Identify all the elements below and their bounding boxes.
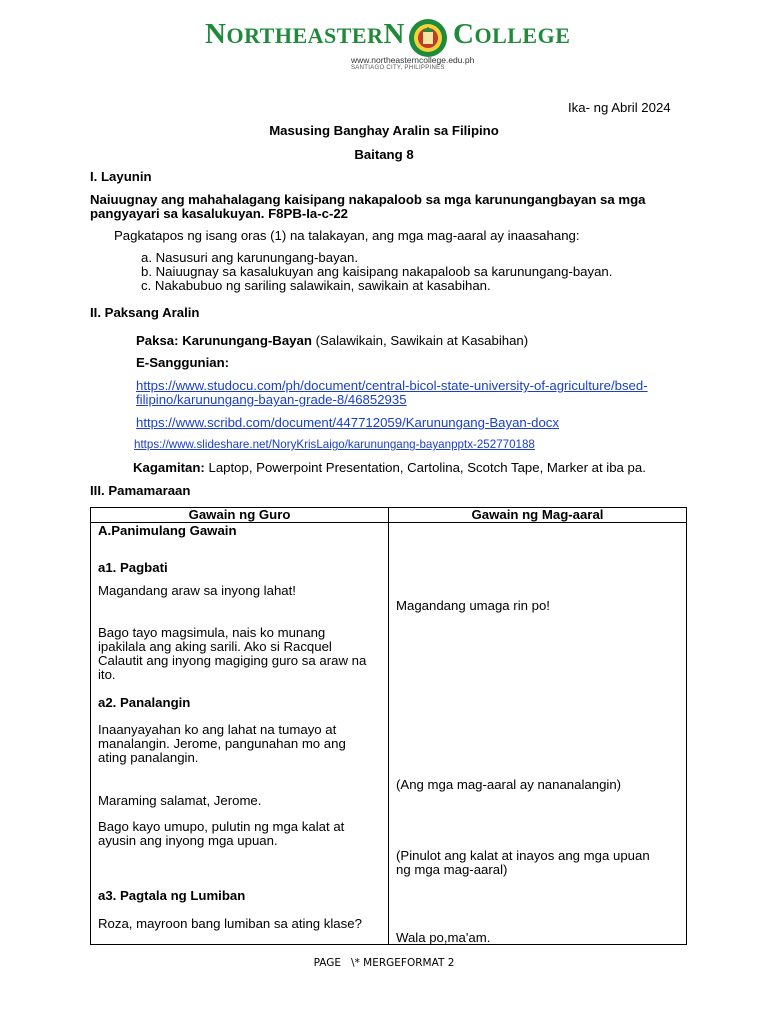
table-row xyxy=(91,523,687,945)
procedure-table xyxy=(90,507,687,945)
section-heading-subject: II. Paksang Aralin xyxy=(90,305,200,320)
objective-line-1: Naiuugnay ang mahahalagang kaisipang nakapaloob sa mga karunungangbayan sa mga xyxy=(90,192,646,207)
student-activity-cell xyxy=(389,523,687,945)
student-greeting: Magandang umaga rin po! xyxy=(396,598,550,613)
teacher-intro-2: ipakilala ang aking sarili. Ako si Racquel xyxy=(98,639,332,654)
objective-intro: Pagkatapos ng isang oras (1) na talakayan, ang mga mag-aaral ay inaasahang: xyxy=(114,228,580,243)
a2-heading: a2. Panalangin xyxy=(98,695,191,710)
teacher-sit-1: Bago kayo umupo, pulutin ng mga kalat at xyxy=(98,819,345,834)
materials-label: Kagamitan: xyxy=(133,460,205,475)
teacher-intro-1: Bago tayo magsimula, nais ko munang xyxy=(98,625,326,640)
materials-value: Laptop, Powerpoint Presentation, Cartolina, Scotch Tape, Marker at iba pa. xyxy=(208,460,646,475)
reference-link-slideshare[interactable]: https://www.slideshare.net/NoryKrisLaigo/karunungang-bayanpptx-252770188 xyxy=(134,438,535,451)
objective-item-b: b. Naiuugnay sa kasalukuyan ang kaisipang nakapaloob sa karunungang-bayan. xyxy=(141,264,613,279)
a3-heading: a3. Pagtala ng Lumiban xyxy=(98,888,246,903)
logo-word-college: COLLEGE xyxy=(453,18,571,50)
reference-link-studocu[interactable]: https://www.studocu.com/ph/document/central-bicol-state-university-of-agriculture/bsed- xyxy=(136,378,648,393)
lesson-date: Ika- ng Abril 2024 xyxy=(568,100,671,115)
col-header-teacher: Gawain ng Guro xyxy=(91,508,389,523)
grade-level: Baitang 8 xyxy=(354,147,414,162)
student-cleanup-2: ng mga mag-aaral) xyxy=(396,862,508,877)
objective-item-c: c. Nakabubuo ng sariling salawikain, sawikain at kasabihan. xyxy=(141,278,491,293)
teacher-intro-3: Calautit ang inyong magiging guro sa araw na xyxy=(98,653,367,668)
teacher-greeting: Magandang araw sa inyong lahat! xyxy=(98,583,296,598)
teacher-sit-2: ayusin ang inyong mga upuan. xyxy=(98,833,278,848)
references-label: E-Sanggunian: xyxy=(136,355,230,370)
teacher-prayer-1: Inaanyayahan ko ang lahat na tumayo at xyxy=(98,722,337,737)
page-footer: PAGE \* MERGEFORMAT 2 xyxy=(313,957,455,969)
materials-line xyxy=(133,460,646,475)
objective-item-a: a. Nasusuri ang karunungang-bayan. xyxy=(141,250,359,265)
reference-link-studocu-cont[interactable]: filipino/karunungang-bayan-grade-8/46852935 xyxy=(136,392,407,407)
topic-detail: (Salawikain, Sawikain at Kasabihan) xyxy=(315,333,529,348)
reference-link-scribd[interactable]: https://www.scribd.com/document/447712059/Karunungang-Bayan-docx xyxy=(136,415,559,430)
logo-word-northeastern: NORTHEASTERN xyxy=(205,18,405,50)
student-praying: (Ang mga mag-aaral ay nananalangin) xyxy=(396,777,622,792)
student-absent-reply: Wala po,ma'am. xyxy=(396,930,491,945)
col-header-student: Gawain ng Mag-aaral xyxy=(389,508,687,523)
college-logo xyxy=(205,8,580,78)
topic-value: Karunungang-Bayan xyxy=(182,333,312,348)
topic-label: Paksa: xyxy=(136,333,179,348)
topic-line xyxy=(136,333,528,348)
college-seal-icon xyxy=(408,18,448,58)
section-heading-objectives: I. Layunin xyxy=(90,169,152,184)
student-cleanup-1: (Pinulot ang kalat at inayos ang mga upuan xyxy=(396,848,650,863)
logo-url: www.northeasterncollege.edu.ph xyxy=(351,55,475,65)
teacher-activity-cell xyxy=(91,523,389,945)
teacher-thanks: Maraming salamat, Jerome. xyxy=(98,793,262,808)
section-heading-procedure: III. Pamamaraan xyxy=(90,483,191,498)
teacher-intro-4: ito. xyxy=(98,667,116,682)
logo-location: SANTIAGO CITY, PHILIPPINES xyxy=(351,65,445,71)
table-header-row xyxy=(91,508,687,523)
a1-heading: a1. Pagbati xyxy=(98,560,168,575)
teacher-prayer-2: manalangin. Jerome, pangunahan mo ang xyxy=(98,736,346,751)
page-title: Masusing Banghay Aralin sa Filipino xyxy=(269,123,499,138)
teacher-absent-question: Roza, mayroon bang lumiban sa ating klase? xyxy=(98,916,362,931)
teacher-prayer-3: ating panalangin. xyxy=(98,750,199,765)
part-a-heading: A.Panimulang Gawain xyxy=(98,523,237,538)
objective-line-2: pangyayari sa kasalukuyan. F8PB-Ia-c-22 xyxy=(90,206,349,221)
